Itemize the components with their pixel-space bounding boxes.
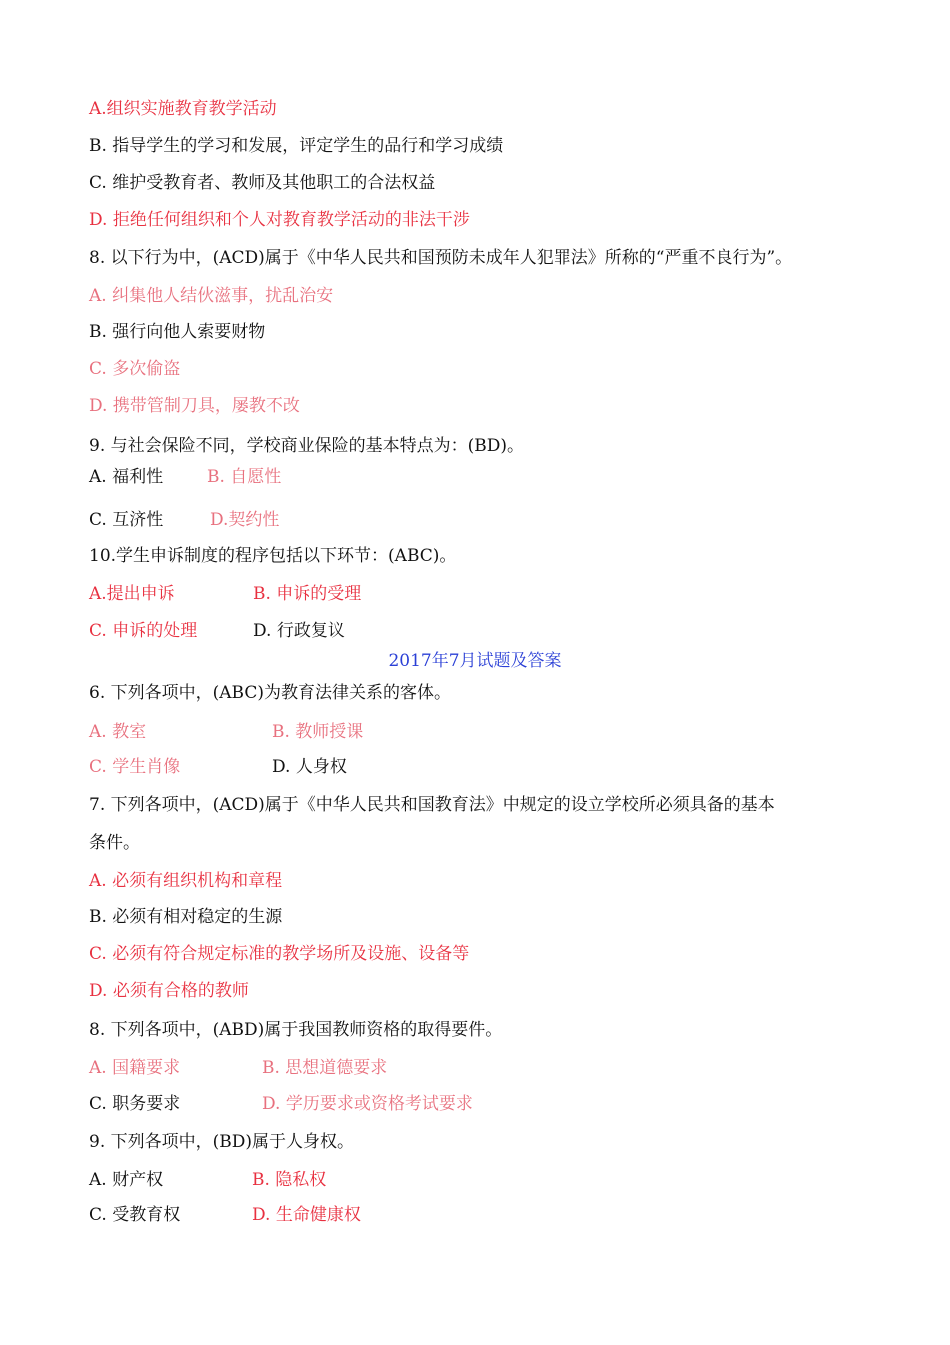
p7-option-b: B. 必须有相对稳定的生源 [89,907,283,927]
section-heading: 2017年7月试题及答案 [388,651,562,671]
p6-option-b: B. 教师授课 [272,722,364,742]
p-question-7-continued: 条件。 [89,833,140,853]
q10-option-b: B. 申诉的受理 [253,584,362,604]
p-question-7: 7. 下列各项中，(ACD)属于《中华人民共和国教育法》中规定的设立学校所必须具备的基本 [89,795,775,815]
p8-option-d: D. 学历要求或资格考试要求 [262,1094,473,1114]
q8-option-a: A. 纠集他人结伙滋事，扰乱治安 [89,286,334,306]
q8-option-d: D. 携带管制刀具，屡教不改 [89,396,300,416]
p-question-9: 9. 下列各项中，(BD)属于人身权。 [89,1132,355,1152]
p-question-8: 8. 下列各项中，(ABD)属于我国教师资格的取得要件。 [89,1020,503,1040]
p8-option-a: A. 国籍要求 [89,1058,181,1078]
q9-option-a: A. 福利性 [89,467,164,487]
q8-option-b: B. 强行向他人索要财物 [89,322,266,342]
p9-option-d: D. 生命健康权 [252,1205,361,1225]
q10-option-a: A.提出申诉 [89,584,175,604]
option-a-line: A.组织实施教育教学活动 [89,99,277,119]
p7-option-a: A. 必须有组织机构和章程 [89,871,283,891]
q10-option-d: D. 行政复议 [253,621,345,641]
question-8: 8. 以下行为中，(ACD)属于《中华人民共和国预防未成年人犯罪法》所称的“严重不良行为”。 [89,248,793,268]
option-c-line: C. 维护受教育者、教师及其他职工的合法权益 [89,173,436,193]
p6-option-c: C. 学生肖像 [89,757,181,777]
question-10: 10.学生申诉制度的程序包括以下环节：(ABC)。 [89,546,457,566]
q9-option-c: C. 互济性 [89,510,164,530]
p7-option-d: D. 必须有合格的教师 [89,981,249,1001]
q9-option-b: B. 自愿性 [207,467,282,487]
p6-option-d: D. 人身权 [272,757,347,777]
p8-option-b: B. 思想道德要求 [262,1058,388,1078]
option-b-line: B. 指导学生的学习和发展，评定学生的品行和学习成绩 [89,136,504,156]
q8-option-c: C. 多次偷盗 [89,359,181,379]
q9-option-d: D.契约性 [210,510,280,530]
p6-option-a: A. 教室 [89,722,147,742]
p9-option-a: A. 财产权 [89,1170,164,1190]
p7-option-c: C. 必须有符合规定标准的教学场所及设施、设备等 [89,944,470,964]
p-question-6: 6. 下列各项中，(ABC)为教育法律关系的客体。 [89,683,451,703]
q10-option-c: C. 申诉的处理 [89,621,198,641]
p8-option-c: C. 职务要求 [89,1094,181,1114]
option-d-line: D. 拒绝任何组织和个人对教育教学活动的非法干涉 [89,210,470,230]
p9-option-b: B. 隐私权 [252,1170,327,1190]
question-9: 9. 与社会保险不同，学校商业保险的基本特点为：(BD)。 [89,436,525,456]
p9-option-c: C. 受教育权 [89,1205,181,1225]
